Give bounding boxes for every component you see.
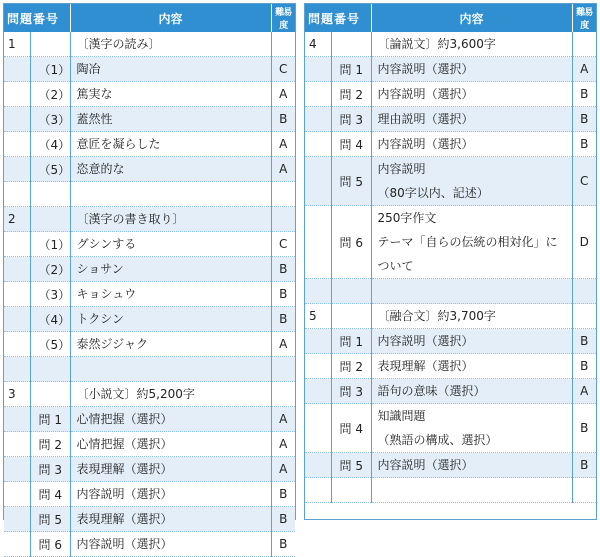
- difficulty-grade: A: [271, 407, 295, 432]
- content-line: 心情把握（選択）: [76, 437, 173, 451]
- difficulty-grade: B: [271, 107, 295, 132]
- question-content: [371, 107, 572, 132]
- content-line: 知識問題: [377, 409, 426, 423]
- table-row: [305, 404, 596, 453]
- difficulty-grade: B: [271, 257, 295, 282]
- table-row: [4, 357, 295, 382]
- content-line: トクシン: [76, 312, 124, 326]
- section-number: 4: [305, 32, 331, 57]
- question-label: 問 6: [30, 532, 70, 557]
- question-label: （4）: [30, 307, 70, 332]
- content-line: 語句の意味（選択）: [377, 384, 486, 398]
- question-label: （3）: [30, 282, 70, 307]
- table-row: [4, 407, 295, 432]
- question-content: [371, 206, 572, 279]
- question-content: [70, 407, 271, 432]
- question-label: （1）: [30, 57, 70, 82]
- question-label: 問 5: [331, 157, 371, 206]
- difficulty-grade: A: [271, 457, 295, 482]
- content-line: 心情把握（選択）: [76, 412, 173, 426]
- question-content: [371, 304, 572, 329]
- difficulty-grade: B: [271, 307, 295, 332]
- question-label: [30, 357, 70, 382]
- content-line: 〔論説文〕約3,600字: [377, 37, 496, 51]
- table-row: [305, 157, 596, 206]
- table-row: [4, 107, 295, 132]
- content-line: （熟語の構成、選択）: [377, 433, 498, 447]
- question-content: [70, 382, 271, 407]
- question-content: [70, 232, 271, 257]
- difficulty-grade: C: [271, 57, 295, 82]
- question-content: [371, 132, 572, 157]
- question-label: 問 4: [331, 132, 371, 157]
- section-number: [305, 82, 331, 107]
- content-line: [77, 357, 269, 381]
- question-label: （2）: [30, 82, 70, 107]
- section-number: 3: [4, 382, 30, 407]
- question-content: [70, 257, 271, 282]
- table-row: [305, 279, 596, 304]
- question-label: [331, 478, 371, 503]
- table-row: [305, 132, 596, 157]
- content-line: 〔漢字の書き取り〕: [76, 212, 185, 226]
- content-line: 内容説明（選択）: [377, 458, 474, 472]
- table-row: [4, 432, 295, 457]
- left-header-row: [4, 4, 295, 32]
- question-content: [70, 457, 271, 482]
- section-number: [305, 107, 331, 132]
- section-number: [4, 257, 30, 282]
- question-content: [70, 307, 271, 332]
- section-number: [305, 478, 331, 503]
- question-label: 問 3: [331, 379, 371, 404]
- difficulty-grade: B: [271, 282, 295, 307]
- section-number: [305, 132, 331, 157]
- question-label: 問 2: [331, 82, 371, 107]
- content-line: 意匠を凝らした: [76, 137, 161, 151]
- question-label: 問 1: [331, 57, 371, 82]
- table-row: [4, 257, 295, 282]
- table-row: [4, 82, 295, 107]
- content-line: 内容説明（選択）: [76, 487, 173, 501]
- content-line: （80字以内、記述）: [377, 186, 489, 200]
- question-content: [70, 207, 271, 232]
- question-content: [371, 57, 572, 82]
- difficulty-grade: B: [572, 404, 596, 453]
- section-number: [4, 357, 30, 382]
- table-row: [4, 382, 295, 407]
- content-line: 250字作文: [377, 211, 437, 225]
- content-line: 泰然ジジャク: [76, 337, 148, 351]
- question-content: [70, 157, 271, 182]
- difficulty-grade: A: [572, 57, 596, 82]
- right-table-body: [305, 32, 596, 503]
- section-number: [305, 157, 331, 206]
- content-line: 内容説明（選択）: [377, 334, 474, 348]
- question-content: [70, 357, 271, 382]
- difficulty-grade: [271, 357, 295, 382]
- question-content: [70, 532, 271, 557]
- table-row: [4, 332, 295, 357]
- section-number: [4, 157, 30, 182]
- question-label: 問 1: [30, 407, 70, 432]
- content-line: 表現理解（選択）: [377, 359, 474, 373]
- section-number: [4, 232, 30, 257]
- section-number: [305, 206, 331, 279]
- section-number: [305, 404, 331, 453]
- difficulty-grade: B: [271, 507, 295, 532]
- section-number: [305, 453, 331, 478]
- section-number: 1: [4, 32, 30, 57]
- difficulty-grade: [271, 382, 295, 407]
- difficulty-grade: [271, 182, 295, 207]
- section-number: [4, 307, 30, 332]
- section-number: 2: [4, 207, 30, 232]
- question-label: [331, 279, 371, 304]
- table-row: [4, 457, 295, 482]
- difficulty-grade: [572, 32, 596, 57]
- question-label: （2）: [30, 257, 70, 282]
- question-content: [70, 57, 271, 82]
- difficulty-grade: A: [572, 379, 596, 404]
- question-label: 問 3: [30, 457, 70, 482]
- table-row: [305, 354, 596, 379]
- difficulty-grade: [572, 279, 596, 304]
- question-label: 問 3: [331, 107, 371, 132]
- question-label: （3）: [30, 107, 70, 132]
- table-row: [4, 532, 295, 557]
- difficulty-grade: B: [572, 82, 596, 107]
- difficulty-grade: B: [572, 329, 596, 354]
- difficulty-grade: C: [572, 157, 596, 206]
- table-row: [4, 32, 295, 57]
- content-line: 内容説明（選択）: [377, 62, 474, 76]
- header-question-number: 問題番号: [4, 4, 70, 32]
- content-line: テーマ「自らの伝統の相対化」に: [377, 235, 558, 249]
- content-line: 篤実な: [76, 87, 113, 101]
- content-line: 陶冶: [76, 62, 101, 76]
- question-content: [371, 329, 572, 354]
- table-row: [305, 82, 596, 107]
- table-row: [4, 57, 295, 82]
- difficulty-grade: C: [271, 232, 295, 257]
- question-label: 問 1: [331, 329, 371, 354]
- section-number: [305, 354, 331, 379]
- question-label: [30, 32, 70, 57]
- question-label: 問 4: [30, 482, 70, 507]
- question-content: [371, 404, 572, 453]
- table-row: [305, 107, 596, 132]
- table-row: [4, 482, 295, 507]
- question-content: [371, 478, 572, 503]
- difficulty-grade: B: [572, 453, 596, 478]
- content-line: ついて: [377, 259, 414, 273]
- table-row: [305, 453, 596, 478]
- difficulty-grade: A: [271, 82, 295, 107]
- left-table-panel: [3, 3, 296, 552]
- question-label: 問 5: [331, 453, 371, 478]
- question-label: [30, 382, 70, 407]
- table-row: [4, 307, 295, 332]
- difficulty-grade: A: [271, 157, 295, 182]
- section-number: [305, 329, 331, 354]
- header-difficulty: 難易度: [271, 4, 295, 32]
- table-row: [305, 478, 596, 503]
- difficulty-grade: [572, 478, 596, 503]
- header-difficulty: 難易度: [572, 4, 596, 32]
- content-line: 内容説明（選択）: [76, 537, 173, 551]
- question-label: （4）: [30, 132, 70, 157]
- table-row: [4, 232, 295, 257]
- table-row: [4, 132, 295, 157]
- content-line: 表現理解（選択）: [76, 462, 173, 476]
- difficulty-grade: B: [572, 132, 596, 157]
- section-number: [4, 82, 30, 107]
- content-line: 理由説明（選択）: [377, 112, 474, 126]
- section-number: [4, 132, 30, 157]
- question-content: [371, 157, 572, 206]
- table-row: [305, 304, 596, 329]
- difficulty-grade: [271, 32, 295, 57]
- content-line: 〔融合文〕約3,700字: [377, 309, 496, 323]
- table-row: [4, 182, 295, 207]
- question-content: [371, 279, 572, 304]
- difficulty-grade: D: [572, 206, 596, 279]
- section-number: [4, 457, 30, 482]
- content-line: 〔漢字の読み〕: [76, 37, 161, 51]
- content-line: 内容説明: [377, 162, 426, 176]
- question-label: 問 2: [331, 354, 371, 379]
- content-line: [378, 478, 570, 502]
- content-line: [77, 182, 269, 206]
- section-number: [305, 279, 331, 304]
- difficulty-grade: B: [572, 354, 596, 379]
- section-number: [305, 379, 331, 404]
- question-label: [30, 207, 70, 232]
- table-row: [4, 507, 295, 532]
- question-label: 問 5: [30, 507, 70, 532]
- content-line: 表現理解（選択）: [76, 512, 173, 526]
- content-line: [378, 279, 570, 303]
- question-content: [70, 282, 271, 307]
- question-label: （5）: [30, 157, 70, 182]
- question-content: [371, 453, 572, 478]
- question-content: [70, 132, 271, 157]
- difficulty-grade: B: [271, 482, 295, 507]
- content-line: ショサン: [76, 262, 124, 276]
- question-content: [70, 82, 271, 107]
- question-content: [70, 32, 271, 57]
- table-row: [305, 329, 596, 354]
- left-table-body: [4, 32, 295, 557]
- difficulty-grade: B: [271, 532, 295, 557]
- section-number: 5: [305, 304, 331, 329]
- question-content: [70, 182, 271, 207]
- table-row: [4, 157, 295, 182]
- question-content: [70, 107, 271, 132]
- section-number: [4, 482, 30, 507]
- question-content: [70, 507, 271, 532]
- header-content: 内容: [70, 4, 271, 32]
- section-number: [305, 57, 331, 82]
- table-row: [305, 57, 596, 82]
- difficulty-grade: A: [271, 432, 295, 457]
- section-number: [4, 507, 30, 532]
- right-header-row: [305, 4, 596, 32]
- question-label: 問 6: [331, 206, 371, 279]
- difficulty-grade: [271, 207, 295, 232]
- content-line: キョシュウ: [76, 287, 137, 301]
- question-content: [371, 82, 572, 107]
- section-number: [4, 332, 30, 357]
- question-label: 問 2: [30, 432, 70, 457]
- question-label: [331, 304, 371, 329]
- question-label: [331, 32, 371, 57]
- section-number: [4, 407, 30, 432]
- right-question-table: [305, 4, 596, 503]
- content-line: 恣意的な: [76, 162, 125, 176]
- question-content: [371, 32, 572, 57]
- header-content: 内容: [371, 4, 572, 32]
- table-row: [305, 206, 596, 279]
- question-label: （5）: [30, 332, 70, 357]
- difficulty-grade: A: [271, 132, 295, 157]
- question-label: 問 4: [331, 404, 371, 453]
- table-row: [4, 207, 295, 232]
- section-number: [4, 182, 30, 207]
- section-number: [4, 282, 30, 307]
- section-number: [4, 107, 30, 132]
- content-line: 内容説明（選択）: [377, 87, 474, 101]
- content-line: 蓋然性: [76, 112, 113, 126]
- section-number: [4, 432, 30, 457]
- question-content: [70, 482, 271, 507]
- header-question-number: 問題番号: [305, 4, 371, 32]
- difficulty-grade: B: [572, 107, 596, 132]
- section-number: [4, 532, 30, 557]
- question-label: （1）: [30, 232, 70, 257]
- question-content: [70, 432, 271, 457]
- difficulty-grade: A: [271, 332, 295, 357]
- question-label: [30, 182, 70, 207]
- question-content: [371, 354, 572, 379]
- content-line: 内容説明（選択）: [377, 137, 474, 151]
- left-question-table: [4, 4, 295, 557]
- table-row: [305, 379, 596, 404]
- content-line: グシンする: [76, 237, 137, 251]
- table-row: [305, 32, 596, 57]
- table-row: [4, 282, 295, 307]
- question-content: [371, 379, 572, 404]
- question-content: [70, 332, 271, 357]
- content-line: 〔小説文〕約5,200字: [76, 387, 195, 401]
- right-table-panel: [304, 3, 597, 520]
- section-number: [4, 57, 30, 82]
- difficulty-grade: [572, 304, 596, 329]
